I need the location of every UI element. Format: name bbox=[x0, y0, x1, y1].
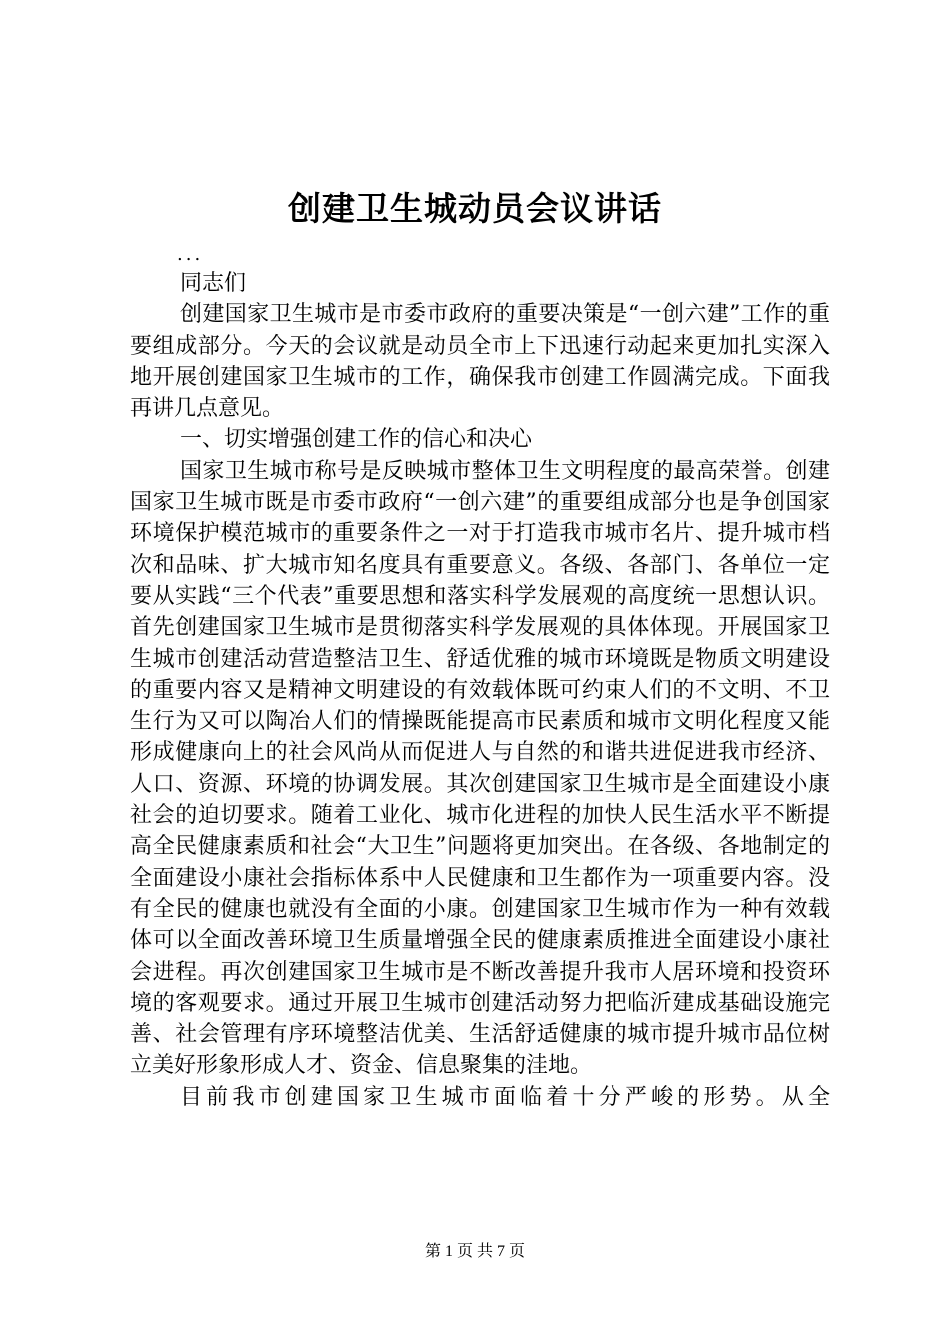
ellipsis-mark: ... bbox=[177, 244, 204, 265]
paragraph-continued: 目前我市创建国家卫生城市面临着十分严峻的形势。从全 bbox=[180, 1084, 830, 1110]
salutation: 同志们 bbox=[180, 271, 247, 296]
paragraph-main: 国家卫生城市称号是反映城市整体卫生文明程度的最高荣誉。创建国家卫生城市既是市委市政府“一创六建”的重要组成部分也是争创国家环境保护模范城市的重要条件之一对于打造我市城市名片、提升城市档次和品味、扩大城市知名度具有重要意义。各级、各部门、各单位一定要从实践“三个代表”重要思想和落实科学发展观的高度统一思想认识。首先创建国家卫生城市是贯彻落实科学发展观的具体体现。开展国家卫生城市创建活动营造整洁卫生、舒适优雅的城市环境既是物质文明建设的重要内容又是精神文明建设的有效载体既可约束人们的不文明、不卫生行为又可以陶冶人们的情操既能提高市民素质和城市文明化程度又能形成健康向上的社会风尚从而促进人与自然的和谐共进促进我市经济、人口、资源、环境的协调发展。其次创建国家卫生城市是全面建设小康社会的迫切要求。随着工业化、城市化进程的加快人民生活水平不断提高全民健康素质和社会“大卫生”问题将更加突出。在各级、各地制定的全面建设小康社会指标体系中人民健康和卫生都作为一项重要内容。没有全民的健康也就没有全面的小康。创建国家卫生城市作为一种有效载体可以全面改善环境卫生质量增强全民的健康素质推进全面建设小康社会进程。再次创建国家卫生城市是不断改善提升我市人居环境和投资环境的客观要求。通过开展卫生城市创建活动努力把临沂建成基础设施完善、社会管理有序环境整洁优美、生活舒适健康的城市提升城市品位树立美好形象形成人才、资金、信息聚集的洼地。 bbox=[130, 458, 830, 1079]
paragraph-intro: 创建国家卫生城市是市委市政府的重要决策是“一创六建”工作的重要组成部分。今天的会议就是动员全市上下迅速行动起来更加扎实深入地开展创建国家卫生城市的工作，确保我市创建工作圆满完成。下面我再讲几点意见。 bbox=[130, 302, 830, 422]
section-heading-1: 一、切实增强创建工作的信心和决心 bbox=[180, 427, 533, 453]
document-title: 创建卫生城动员会议讲话 bbox=[288, 189, 662, 228]
document-body bbox=[130, 268, 830, 1113]
page-number-footer: 第 1 页 共 7 页 bbox=[424, 1243, 525, 1260]
